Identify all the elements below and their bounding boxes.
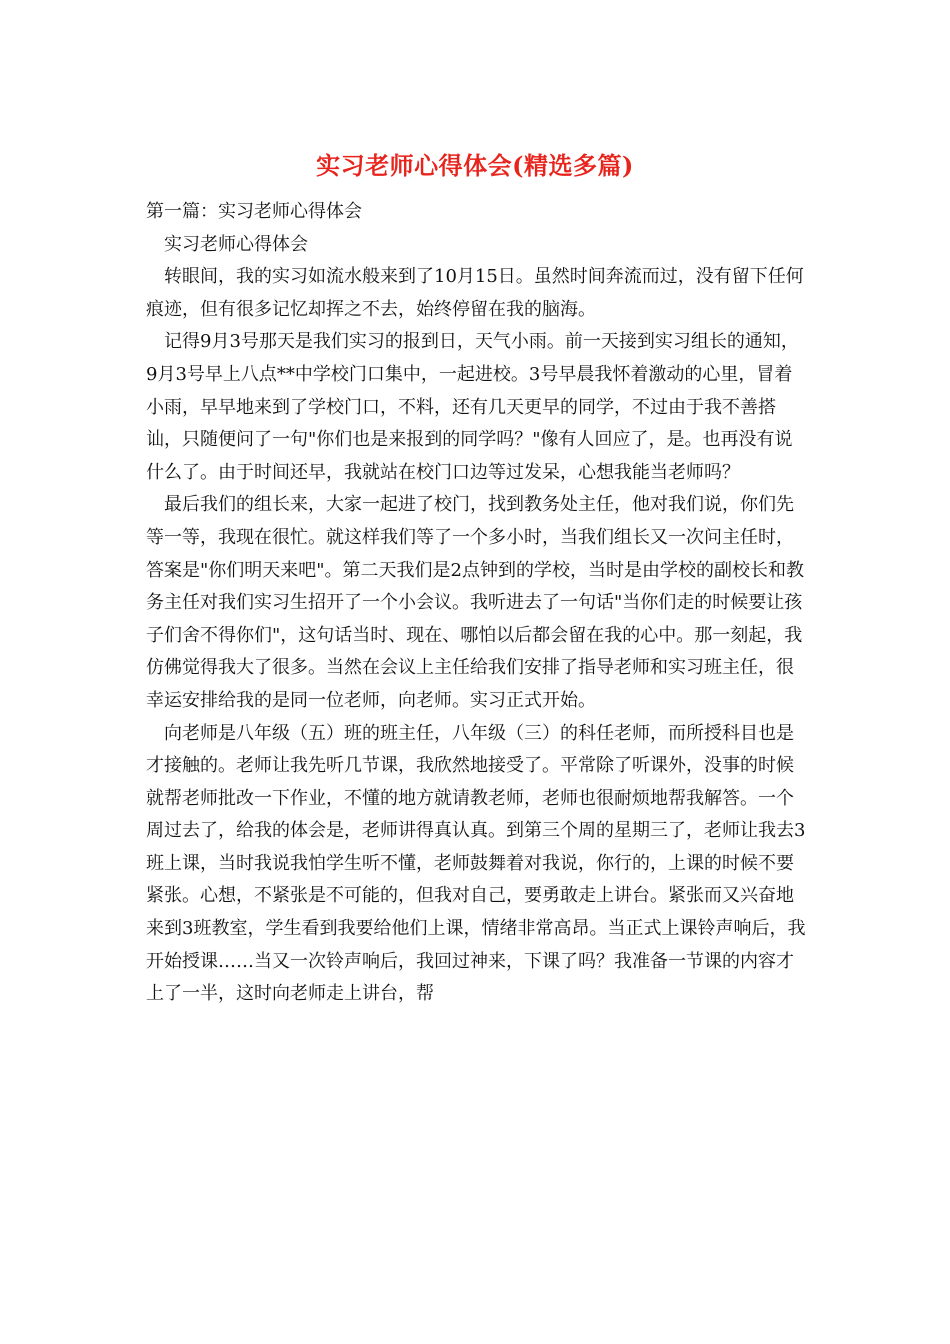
section-heading: 第一篇：实习老师心得体会 (146, 201, 362, 222)
paragraph: 向老师是八年级（五）班的班主任，八年级（三）的科任老师，而所授科目也是才接触的。老师让我先听几节课，我欣然地接受了。平常除了听课外，没事的时候就帮老师批改一下作业，不懂的地方就请教老师，老师也很耐烦地帮我解答。一个周过去了，给我的体会是，老师讲得真认真。到第三个周的星期三了，老师让我去3班上课，当时我说我怕学生听不懂，老师鼓舞着对我说，你行的，上课的时候不要紧张。心想，不紧张是不可能的，但我对自己，要勇敢走上讲台。紧张而又兴奋地来到3班教室，学生看到我要给他们上课，情绪非常高昂。当正式上课铃声响后，我开始授课……当又一次铃声响后，我回过神来，下课了吗？我准备一节课的内容才上了一半，这时向老师走上讲台，帮 (146, 722, 806, 1005)
document-title: 实习老师心得体会(精选多篇) (316, 151, 634, 180)
subheading: 实习老师心得体会 (164, 233, 308, 255)
document-body (146, 196, 806, 1011)
paragraph: 转眼间，我的实习如流水般来到了10月15日。虽然时间奔流而过，没有留下任何痕迹，但有很多记忆却挥之不去，始终停留在我的脑海。 (146, 266, 804, 320)
paragraph: 最后我们的组长来，大家一起进了校门，找到教务处主任，他对我们说，你们先等一等，我现在很忙。就这样我们等了一个多小时，当我们组长又一次问主任时，答案是"你们明天来吧"。第二天我们是2点钟到的学校，当时是由学校的副校长和教务主任对我们实习生招开了一个小会议。我听进去了一句话"当你们走的时候要让孩子们舍不得你们"，这句话当时、现在、哪怕以后都会留在我的心中。那一刻起，我仿佛觉得我大了很多。当然在会议上主任给我们安排了指导老师和实习班主任，很幸运安排给我的是同一位老师，向老师。实习正式开始。 (146, 494, 805, 711)
paragraph: 记得9月3号那天是我们实习的报到日，天气小雨。前一天接到实习组长的通知，9月3号早上八点**中学校门口集中，一起进校。3号早晨我怀着激动的心里，冒着小雨，早早地来到了学校门口，不料，还有几天更早的同学，不过由于我不善搭讪，只随便问了一句"你们也是来报到的同学吗？"像有人回应了，是。也再没有说什么了。由于时间还早，我就站在校门口边等过发呆，心想我能当老师吗？ (146, 331, 799, 483)
